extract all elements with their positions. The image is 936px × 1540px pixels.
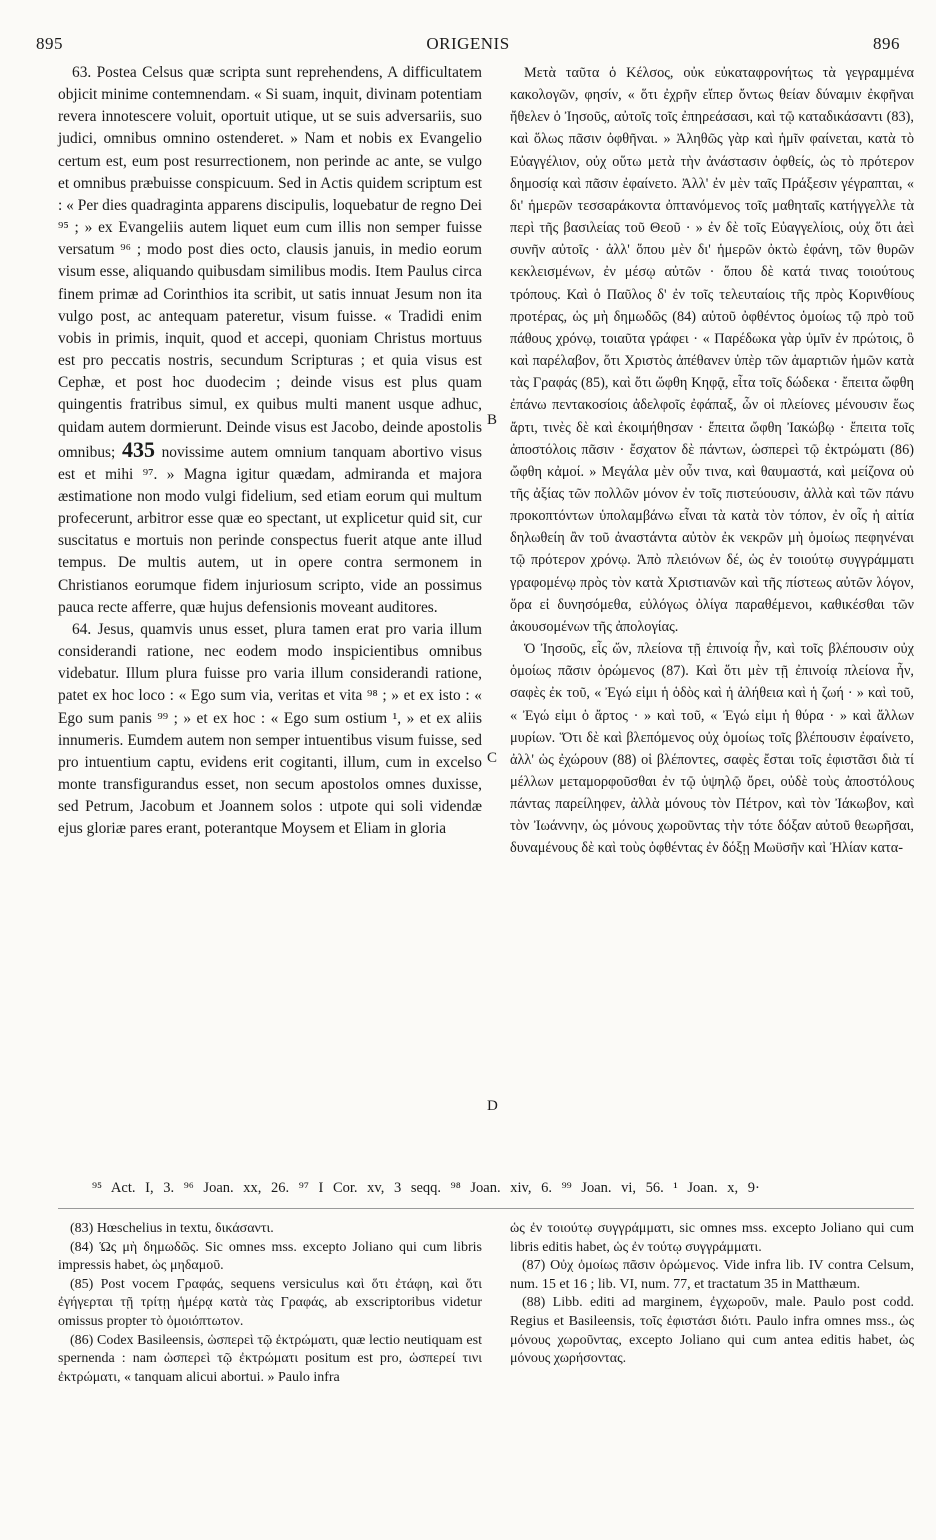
note-85: (85) Post vocem Γραφάς, sequens versiculus καὶ ὅτι ἐτάφη, καὶ ὅτι ἐγήγερται τῇ τρίτῃ ἡμέρᾳ κατὰ τὰς Γραφάς, ab exscriptoribus videtur omissus propter τὸ ὁμοιόπτωτον.: [58, 1276, 482, 1329]
page-number-left: 895: [36, 34, 63, 53]
margin-marker-b: B: [487, 412, 498, 428]
margin-marker-d: D: [487, 1098, 498, 1114]
latin-column: [58, 62, 482, 840]
margin-marker-c: C: [487, 750, 498, 766]
running-title: ORIGENIS: [426, 34, 510, 53]
note-86-continued: ὡς ἐν τοιούτῳ συγγράμματι, sic omnes mss. excepto Joliano qui cum libris editis habet, ὡς ἐν τούτῳ συγγράμματι.: [510, 1221, 914, 1255]
note-87: (87) Οὐχ ὁμοίως πᾶσιν ὁρώμενος. Vide infra lib. IV contra Celsum, num. 15 et 16 ; lib. VI, num. 77, et tractatum 35 in Matthæum.: [510, 1258, 914, 1292]
greek-paragraph-2: Ὁ Ἰησοῦς, εἷς ὤν, πλείονα τῇ ἐπινοίᾳ ἦν, καὶ τοῖς βλέπουσιν οὐχ ὁμοίως πᾶσιν ὁρώμενος (87). Καὶ ὅτι μὲν τῇ ἐπινοίᾳ πλείονα ἦν, σαφὲς ἐκ τοῦ, « Ἐγώ εἰμι ἡ ὁδὸς καὶ ἡ ἀλήθεια καὶ ἡ ζωή · » καὶ τοῦ, « Ἐγώ εἰμι ὁ ἄρτος · » καὶ τοῦ, « Ἐγώ εἰμι ἡ θύρα · » καὶ ἄλλων μυρίων. Ὅτι δὲ καὶ βλεπόμενος οὐχ ὁμοίως τοῖς βλέπουσιν ἐφαίνετο, ἀλλ' ὡς ἐχώρουν (88) οἱ βλέποντες, σαφὲς ἔσται τοῖς ἐφιστᾶσι διὰ τί μέλλων μεταμορφοῦσθαι ἐν τῷ ὑψηλῷ ὄρει, οὐδὲ τοὺς ἀποστόλους πάντας παρείληφεν, ἀλλὰ μόνους τὸν Πέτρον, καὶ τὸν Ἰάκωβον, καὶ τὸν Ἰωάννην, ὡς μόνους χωροῦντας τὴν τότε δόξαν αὐτοῦ θεωρῆσαι, δυναμένους δὲ καὶ τοὺς ὀφθέντας ἐν δόξῃ Μωϋσῆν καὶ Ἠλίαν κατα-: [510, 641, 914, 857]
notes-divider: [58, 1208, 914, 1209]
margin-number-435: 435: [121, 436, 155, 462]
note-84: (84) Ὡς μὴ δημωδῶς. Sic omnes mss. excepto Joliano qui cum libris impressis habet, ὡς μηδαμοῦ.: [58, 1239, 482, 1274]
notes-left-column: [58, 1220, 482, 1387]
latin-paragraph-63: [58, 62, 482, 619]
scripture-references: ⁹⁵ Act. I, 3. ⁹⁶ Joan. xx, 26. ⁹⁷ I Cor. xv, 3 seqq. ⁹⁸ Joan. xiv, 6. ⁹⁹ Joan. vi, 56. ¹ Joan. x, 9·: [92, 1180, 760, 1196]
note-83: (83) Hœschelius in textu, δικάσαντι.: [70, 1221, 274, 1236]
note-86: (86) Codex Basileensis, ὡσπερεὶ τῷ ἐκτρώματι, quæ lectio neutiquam est spernenda : nam ὡσπερεὶ τῷ ἐκτρώματι positum est pro, ὡσπερεί τινι ἐκτρώματι, « tanquam alicui abortui. » Paulo infra: [58, 1332, 482, 1385]
page-number-right: 896: [873, 34, 900, 53]
latin-paragraph-63-continued: novissime autem omnium tanquam abortivo visus est et mihi ⁹⁷. » Magna igitur quædam, admiranda et majora æstimatione non modo vulgi fidelium, sed etiam eorum qui multum profecerunt, arbitror esse quæ eo spectant, ut explicetur quid sit, cur suscitatus e mortuis non perinde conspectus fuerit atque ante illud tempus. De multis autem, ut in opere contra sermonem in Christianos eorumque fidem injuriosum scripto, vide an possimus pauca recte afferre, quæ hujus defensionis moveant auditores.: [58, 443, 482, 616]
notes-right-column: [510, 1220, 914, 1369]
latin-paragraph-63-text: 63. Postea Celsus quæ scripta sunt reprehendens, A difficultatem objicit minime contemnendam. « Si suam, inquit, divinam potentiam revera innotescere voluit, oportuit utique, ut se suis adversariis, suo judici, omnibus omnino ostenderet. » Nam et nobis ex Evangelio certum est, eum post resurrectionem, non perinde ac ante, se vulgo et omnibus præbuisse conspicuum. Sed in Actis quidem scriptum est : « Per dies quadraginta apparens discipulis, loquebatur de regno Dei ⁹⁵ ; » ex Evangeliis autem liquet eum cum illis non semper fuisse versatum ⁹⁶ ; modo post dies octo, clausis januis, in medio eorum visum esse, aliquando quibusdam similibus modis. Item Paulus circa finem primæ ad Corinthios ita scribit, ut satis innuat Jesum non ita vulgo post, ac antequam pateretur, visum fuisse. « Tradidi enim vobis in primis, inquit, quod et accepi, quoniam Christus mortuus est pro peccatis nostris, secundum Scripturas ; et quia visus est Cephæ, et post hoc duodecim ; deinde visus est plus quam quingentis fratribus simul, ex quibus multi manent usque adhuc, quidam autem dormierunt. Deinde visus est Jacobo, deinde apostolis omnibus;: [58, 64, 482, 461]
note-88: (88) Libb. editi ad marginem, ἐγχωροῦν, male. Paulo post codd. Regius et Basileensis, τοῖς ἐφιστάσι διότι. Paulo infra omnes mss., ὡς μόνους χωροῦντας, excepto Joliano qui cum antea editis habet, ὡς μόνους χωρήσοντας.: [510, 1295, 914, 1367]
greek-paragraph-1: Μετὰ ταῦτα ὁ Κέλσος, οὐκ εὐκαταφρονήτως τὰ γεγραμμένα κακολογῶν, φησίν, « ὅτι ἐχρῆν εἴπερ ὄντως θείαν δύναμιν ἐκφῆναι ἤθελεν ὁ Ἰησοῦς, αὐτοῖς τοῖς ἐπηρεάσασι, καὶ τῷ καταδικάσαντι (83), καὶ ὅλως πᾶσιν ὀφθῆναι. » Ἀληθῶς γὰρ καὶ ἡμῖν φαίνεται, κατὰ τὸ Εὐαγγέλιον, οὐχ οὕτω μετὰ τὴν ἀνάστασιν ὀφθείς, ὡς τὸ πρότερον δημοσίᾳ καὶ πᾶσιν ἐφαίνετο. Ἀλλ' ἐν μὲν ταῖς Πράξεσιν γέγραπται, « δι' ἡμερῶν τεσσαράκοντα ὀπτανόμενος τοῖς μαθηταῖς κατήγγελλε τὰ περὶ τῆς βασιλείας τοῦ Θεοῦ · » ἐν δὲ τοῖς Εὐαγγελίοις, οὐχ ὅτι ἀεὶ συνῆν αὐτοῖς · ἀλλ' ὅπου μὲν δι' ἡμερῶν ὀκτὼ ἐφάνη, τῶν θυρῶν κεκλεισμένων, ἐν μέσῳ αὐτῶν · ὅπου δὲ κατά τινας τοιούτους τρόπους. Καὶ ὁ Παῦλος δ' ἐν τοῖς τελευταίοις τῆς πρὸς Κορινθίους προτέρας, ὡς μὴ δημωδῶς (84) αὐτοῦ ὀφθέντος ὁμοίως τῷ πρὸ τοῦ πάθους χρόνῳ, τοιαῦτα γράφει · « Παρέδωκα γὰρ ὑμῖν ἐν πρώτοις, ὃ καὶ παρέλαβον, ὅτι Χριστὸς ἀπέθανεν ὑπὲρ τῶν ἁμαρτιῶν ἡμῶν κατὰ τὰς Γραφάς (85), καὶ ὅτι ὤφθη Κηφᾷ, εἶτα τοῖς δώδεκα · ἔπειτα ὤφθη ἐπάνω πεντακοσίοις ἀδελφοῖς ἐφάπαξ, ὧν οἱ πλείονες μένουσιν ἕως ἄρτι, τινὲς δὲ καὶ ἐκοιμήθησαν · ἔπειτα ὤφθη Ἰακώβῳ · ἔπειτα τοῖς ἀποστόλοις πᾶσιν · ἔσχατον δὲ πάντων, ὡσπερεὶ τῷ ἐκτρώματι (86) ὤφθη κἀμοί. » Μεγάλα μὲν οὖν τινα, καὶ θαυμαστά, καὶ μείζονα οὐ τῆς ἀξίας τῶν πολλῶν μόνον ἐν τοῖς πιστεύουσιν, ἀλλὰ καὶ τῶν πάνυ προκοπτόντων ὑπολαμβάνω εἶναι τὰ κατὰ τὸν τόπον, ἐν οἷς ἡ αἰτία δηλωθείη ἂν τοῦ ἀναστάντα αὐτὸν ἐκ νεκρῶν μὴ ὁμοίως πεφηνέναι τῷ πρότερον χρόνῳ. Ἀπὸ πλειόνων δέ, ὡς ἐν τοιούτῳ συγγράμματι γραφομένῳ πρὸς τὸν κατὰ Χριστιανῶν καὶ τῆς πίστεως αὐτῶν λόγον, ὅρα εἰ δυνησόμεθα, εὐλόγως ὀλίγα παραθέμενοι, καθικέσθαι τῶν ἀκουσομένων τῆς ἀπολογίας.: [510, 65, 914, 635]
latin-paragraph-64: 64. Jesus, quamvis unus esset, plura tamen erat pro varia illum considerandi ratione, nec eodem modo inspicientibus omnibus videbatur. Illum plura fuisse pro varia illum considerandi ratione, patet ex hoc loco : « Ego sum via, veritas et vita ⁹⁸ ; » et ex isto : « Ego sum panis ⁹⁹ ; » et ex hoc : « Ego sum ostium ¹, » et ex aliis innumeris. Eumdem autem non semper intuentibus visum fuisse, sed pro intuentium captu, evidens erit cogitanti, illum, cum in excelso monte transfigurandus esset, non secum apostolos omnes duxisse, sed Petrum, Jacobum et Joannem solos : utpote qui soli videndæ ejus gloriæ pares erant, poterantque Moysem et Eliam in gloria: [58, 620, 482, 838]
greek-column: [510, 62, 914, 860]
page-header: [30, 34, 906, 58]
